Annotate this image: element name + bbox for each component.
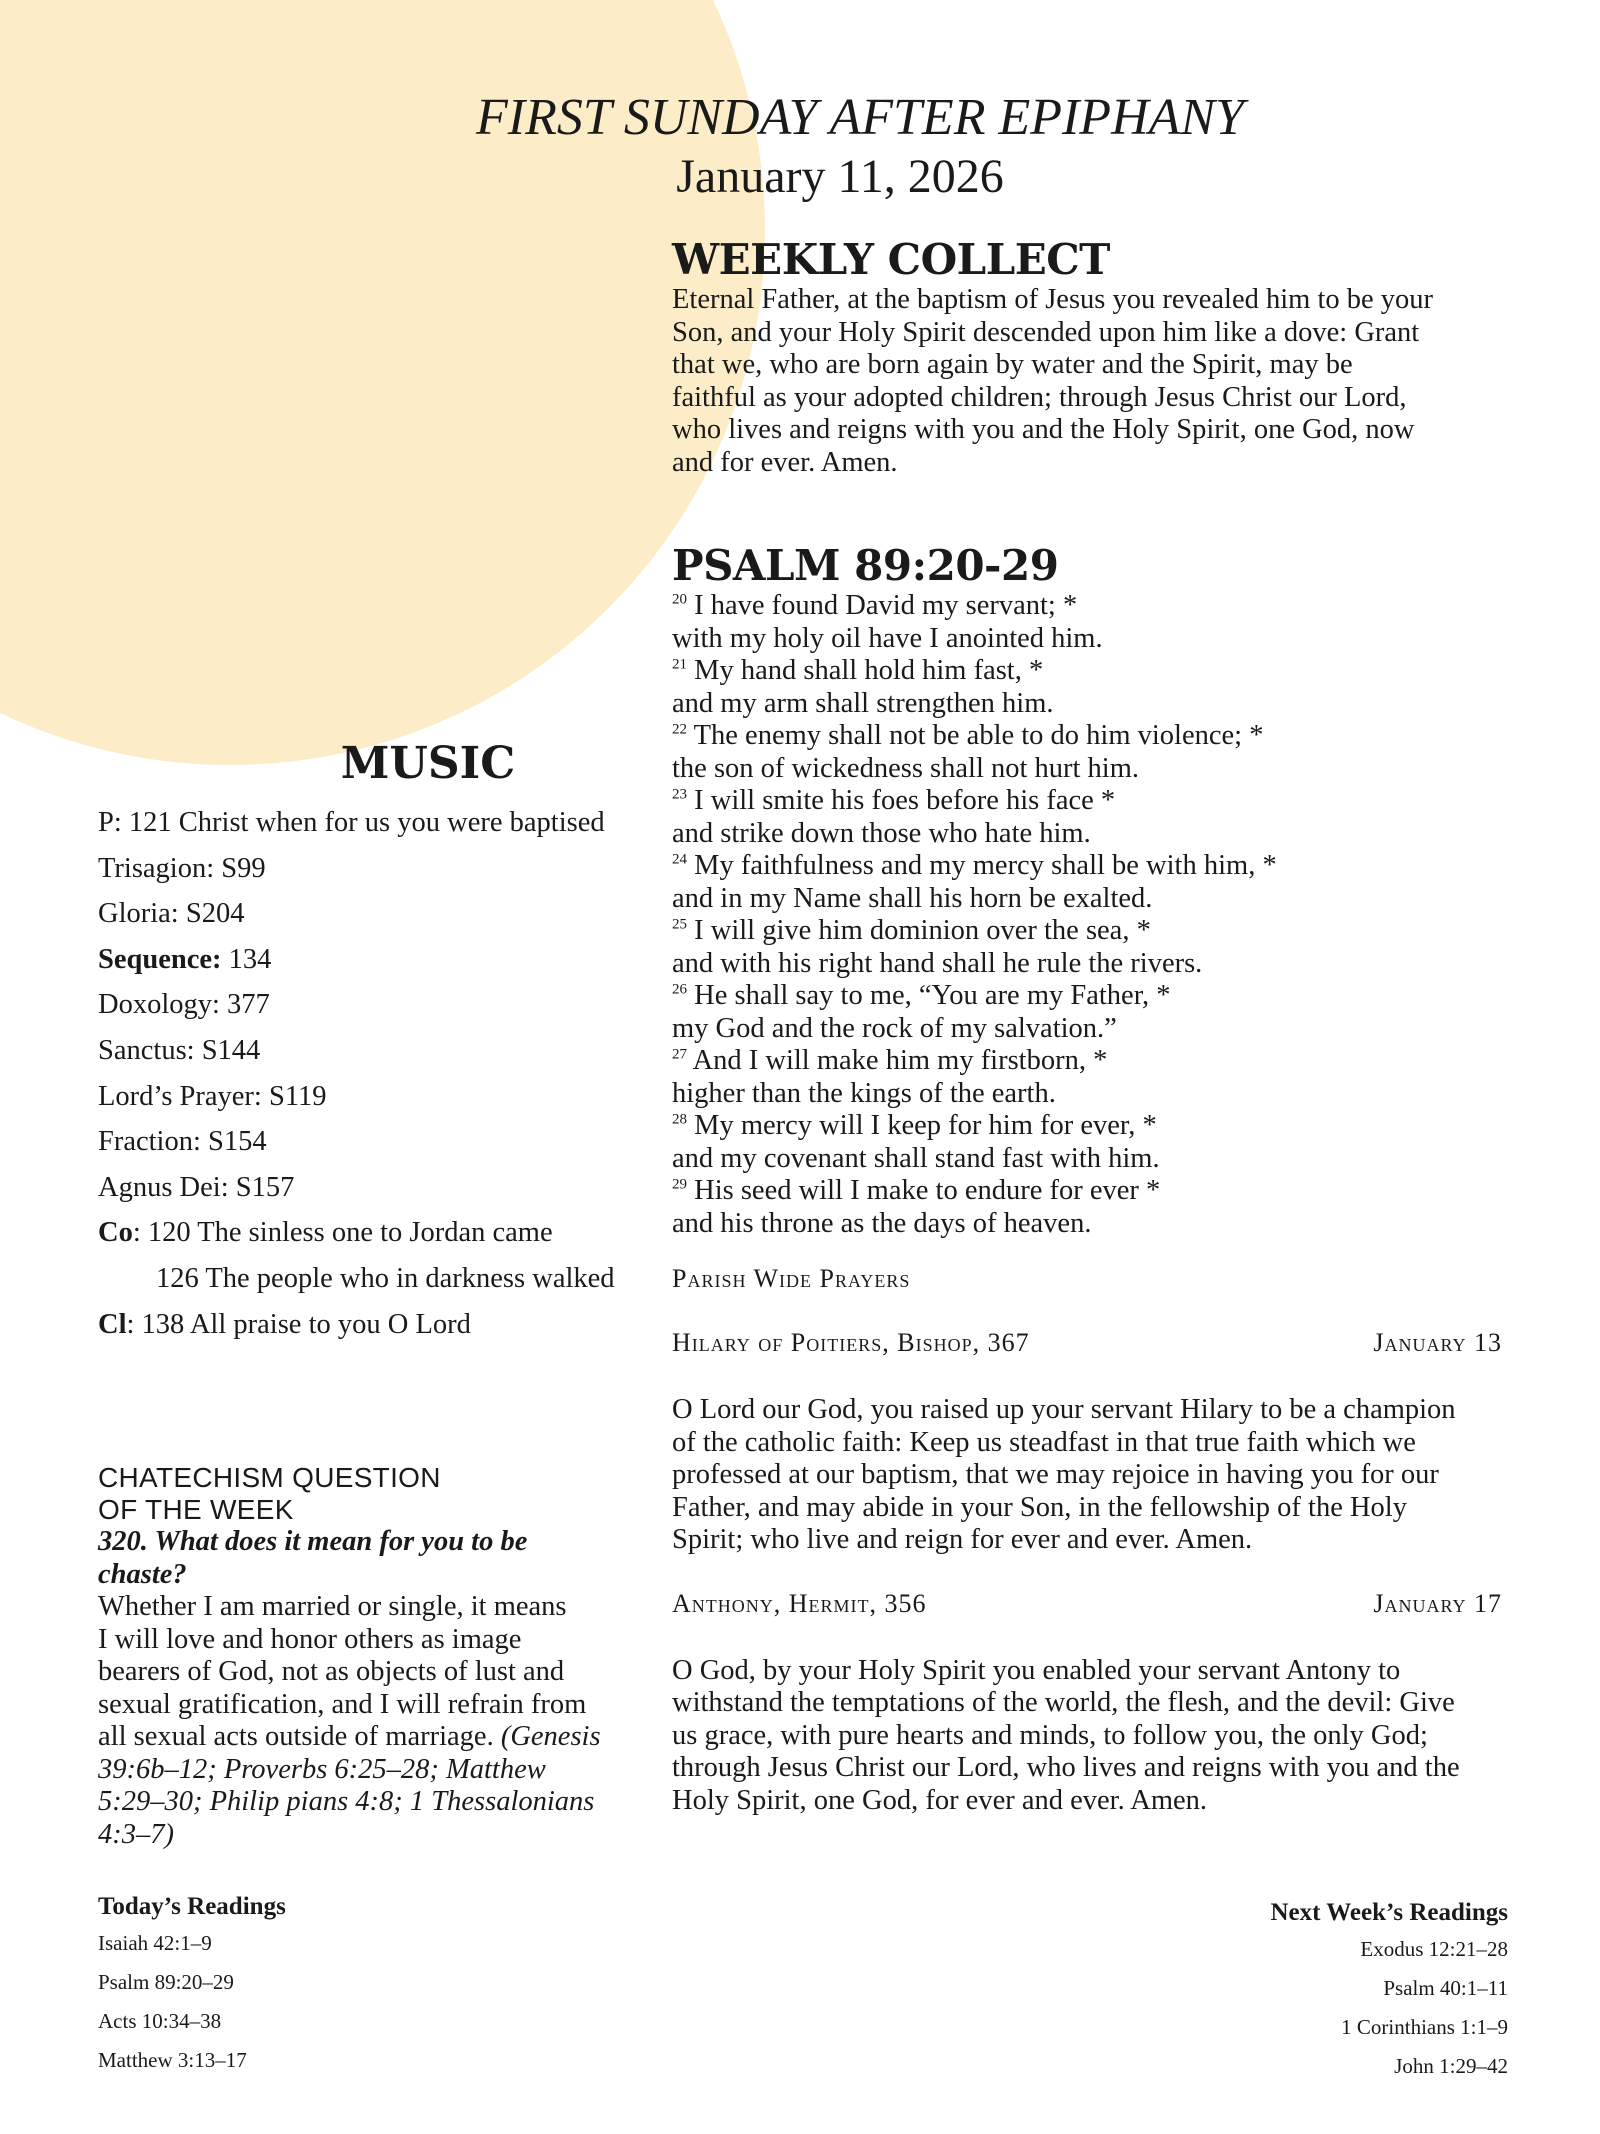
prayer-line: Holy Spirit, one God, for ever and ever. Amen. (672, 1784, 1208, 1816)
psalm-verse (672, 655, 1552, 688)
prayers-heading: Parish Wide Prayers (672, 1264, 911, 1293)
verse-line: My hand shall hold him fast, * (694, 655, 1044, 686)
scripture-references: 39:6b–12; Proverbs 6:25–28; Matthew (98, 1753, 546, 1785)
music-label: Trisagion: (98, 852, 215, 884)
music-item (98, 1302, 658, 1348)
prayer-line: O Lord our God, you raised up your servant Hilary to be a champion (672, 1394, 1456, 1425)
music-label: Co (98, 1217, 133, 1249)
psalm-verse (672, 1110, 1552, 1143)
verse-number: 25 (672, 916, 687, 933)
music-section (98, 738, 658, 1347)
verse-line: His seed will I make to endure for ever * (694, 1175, 1161, 1206)
music-label: Sanctus: (98, 1034, 195, 1066)
parish-prayers-section (672, 1262, 1552, 1817)
psalm-verse (672, 1045, 1552, 1078)
music-value: 377 (219, 989, 270, 1021)
verse-number: 22 (672, 721, 687, 738)
music-item (98, 800, 658, 846)
music-list (98, 800, 658, 1347)
prayer-line: Spirit; who live and reign for ever and ever. Amen. (672, 1524, 1253, 1555)
catechism-answer (98, 1591, 638, 1851)
collect-line: Son, and your Holy Spirit descended upon him like a dove: Grant (672, 316, 1420, 348)
psalm-verse (672, 785, 1552, 818)
answer-line: I will love and honor others as image (98, 1623, 522, 1655)
music-label: Cl (98, 1308, 127, 1340)
psalm-verse (672, 980, 1552, 1013)
music-item (98, 1210, 658, 1256)
collect-text (672, 284, 1552, 479)
music-label: Fraction: (98, 1126, 201, 1158)
music-value: S119 (261, 1080, 327, 1112)
reading-item: Acts 10:34–38 (98, 2009, 222, 2033)
music-label: Agnus Dei: (98, 1171, 229, 1203)
verse-number: 23 (672, 786, 687, 803)
music-value: S154 (200, 1126, 267, 1158)
music-label: P: (98, 807, 122, 838)
prayer-title-row (672, 1587, 1552, 1621)
music-value: : 138 All praise to you O Lord (126, 1308, 471, 1340)
weekly-collect-section (672, 236, 1552, 479)
collect-line: and for ever. Amen. (672, 446, 898, 478)
music-value: S204 (178, 898, 245, 930)
reading-item: Psalm 40:1–11 (1383, 1976, 1508, 2000)
verse-number: 28 (672, 1111, 687, 1128)
scripture-references: 4:3–7) (98, 1818, 174, 1850)
verse-line: I will smite his foes before his face * (694, 785, 1116, 816)
verse-line: and my arm shall strengthen him. (672, 687, 1054, 719)
prayer-commemoration: Hilary of Poitiers, Bishop, 367 (672, 1328, 1030, 1357)
verse-line: with my holy oil have I anointed him. (672, 622, 1103, 654)
prayer-title-row (672, 1326, 1552, 1360)
verse-line: He shall say to me, “You are my Father, * (694, 980, 1171, 1011)
verse-line: My mercy will I keep for him for ever, * (694, 1110, 1157, 1141)
music-label: Doxology: (98, 989, 220, 1021)
music-item (98, 982, 658, 1028)
psalm-section (672, 542, 1552, 1240)
music-label: Sequence: (98, 943, 222, 975)
todays-readings-title: Today’s Readings (98, 1893, 286, 1920)
music-value: : 120 The sinless one to Jordan came (132, 1217, 553, 1249)
todays-readings (98, 1890, 286, 2080)
reading-item: John 1:29–42 (1394, 2054, 1508, 2078)
music-label: Lord’s Prayer: (98, 1080, 262, 1112)
verse-number: 27 (672, 1046, 687, 1063)
music-item (98, 1028, 658, 1074)
reading-item: Psalm 89:20–29 (98, 1970, 234, 1994)
verse-line: and my covenant shall stand fast with him. (672, 1142, 1160, 1174)
prayer-line: professed at our baptism, that we may rejoice in having you for our (672, 1459, 1439, 1490)
psalm-verses (672, 590, 1552, 1240)
page-title (0, 88, 1600, 206)
verse-line: my God and the rock of my salvation.” (672, 1012, 1117, 1044)
reading-item: Matthew 3:13–17 (98, 2048, 247, 2072)
prayer-line: withstand the temptations of the world, the flesh, and the devil: Give (672, 1687, 1455, 1718)
verse-line: And I will make him my firstborn, * (692, 1045, 1108, 1076)
verse-number: 20 (672, 591, 687, 608)
catechism-question: chaste? (98, 1558, 187, 1590)
collect-heading: WEEKLY COLLECT (672, 235, 1110, 284)
music-item (98, 1256, 658, 1302)
verse-line: and with his right hand shall he rule the rivers. (672, 947, 1203, 979)
scripture-references: (Genesis (500, 1721, 601, 1752)
prayer-line: us grace, with pure hearts and minds, to follow you, the only God; (672, 1719, 1428, 1751)
reading-item: Isaiah 42:1–9 (98, 1931, 212, 1955)
verse-line: the son of wickedness shall not hurt him. (672, 752, 1140, 784)
psalm-verse (672, 590, 1552, 623)
verse-line: I will give him dominion over the sea, * (694, 915, 1151, 946)
music-item (98, 846, 658, 892)
music-value: 121 Christ when for us you were baptised (121, 807, 605, 838)
reading-item: Exodus 12:21–28 (1360, 1937, 1508, 1961)
collect-line: faithful as your adopted children; through Jesus Christ our Lord, (672, 381, 1407, 413)
catechism-heading: CHATECHISM QUESTION (98, 1462, 441, 1493)
answer-line: sexual gratification, and I will refrain from (98, 1688, 587, 1720)
prayer-text (672, 1394, 1552, 1557)
music-item (98, 1074, 658, 1120)
psalm-verse (672, 720, 1552, 753)
music-heading: MUSIC (340, 738, 516, 789)
music-value: S157 (228, 1171, 295, 1203)
scripture-references: 5:29–30; Philip pians 4:8; 1 Thessalonians (98, 1786, 595, 1817)
music-value: 134 (221, 943, 272, 975)
next-weeks-readings (1271, 1896, 1509, 2086)
prayer-line: Father, and may abide in your Son, in the fellowship of the Holy (672, 1491, 1407, 1523)
next-readings-title: Next Week’s Readings (1270, 1899, 1508, 1926)
reading-item: 1 Corinthians 1:1–9 (1341, 2015, 1508, 2039)
verse-number: 29 (672, 1176, 687, 1193)
prayer-commemoration: Anthony, Hermit, 356 (672, 1588, 927, 1618)
answer-line: bearers of God, not as objects of lust and (98, 1656, 565, 1687)
answer-text: all sexual acts outside of marriage. (98, 1721, 501, 1752)
prayer-date: January 17 (1373, 1588, 1502, 1618)
music-value: S99 (214, 852, 266, 884)
collect-line: Eternal Father, at the baptism of Jesus you revealed him to be your (672, 284, 1434, 315)
music-item (98, 1165, 658, 1211)
prayer-date: January 13 (1373, 1328, 1502, 1357)
catechism-heading: OF THE WEEK (98, 1494, 294, 1525)
answer-line: Whether I am married or single, it means (98, 1591, 567, 1622)
verse-line: I have found David my servant; * (694, 590, 1078, 621)
prayer-line: O God, by your Holy Spirit you enabled your servant Antony to (672, 1654, 1401, 1686)
collect-line: who lives and reigns with you and the Holy Spirit, one God, now (672, 414, 1415, 445)
psalm-verse (672, 915, 1552, 948)
verse-line: and in my Name shall his horn be exalted. (672, 882, 1153, 914)
verse-number: 21 (672, 656, 687, 673)
verse-number: 26 (672, 981, 687, 998)
music-item (98, 1119, 658, 1165)
verse-line: and his throne as the days of heaven. (672, 1207, 1092, 1239)
music-label: Gloria: (98, 898, 179, 930)
music-value: S144 (194, 1034, 261, 1066)
catechism-question: 320. What does it mean for you to be (98, 1526, 528, 1557)
music-item (98, 891, 658, 937)
verse-number: 24 (672, 851, 687, 868)
psalm-verse (672, 850, 1552, 883)
music-value: 126 The people who in darkness walked (156, 1262, 615, 1294)
psalm-verse (672, 1175, 1552, 1208)
collect-line: that we, who are born again by water and the Spirit, may be (672, 349, 1353, 380)
verse-line: The enemy shall not be able to do him violence; * (693, 720, 1264, 751)
prayer-text (672, 1655, 1552, 1818)
prayer-line: of the catholic faith: Keep us steadfast in that true faith which we (672, 1426, 1416, 1458)
service-title: FIRST SUNDAY AFTER EPIPHANY (476, 89, 1244, 146)
music-item (98, 937, 658, 983)
service-date: January 11, 2026 (676, 150, 1004, 203)
verse-line: My faithfulness and my mercy shall be with him, * (694, 850, 1277, 881)
answer-line (98, 1721, 638, 1754)
prayer-line: through Jesus Christ our Lord, who lives and reigns with you and the (672, 1752, 1460, 1783)
verse-line: higher than the kings of the earth. (672, 1077, 1056, 1109)
psalm-heading: PSALM 89:20-29 (672, 541, 1059, 590)
verse-line: and strike down those who hate him. (672, 817, 1091, 849)
catechism-section (98, 1462, 638, 1851)
